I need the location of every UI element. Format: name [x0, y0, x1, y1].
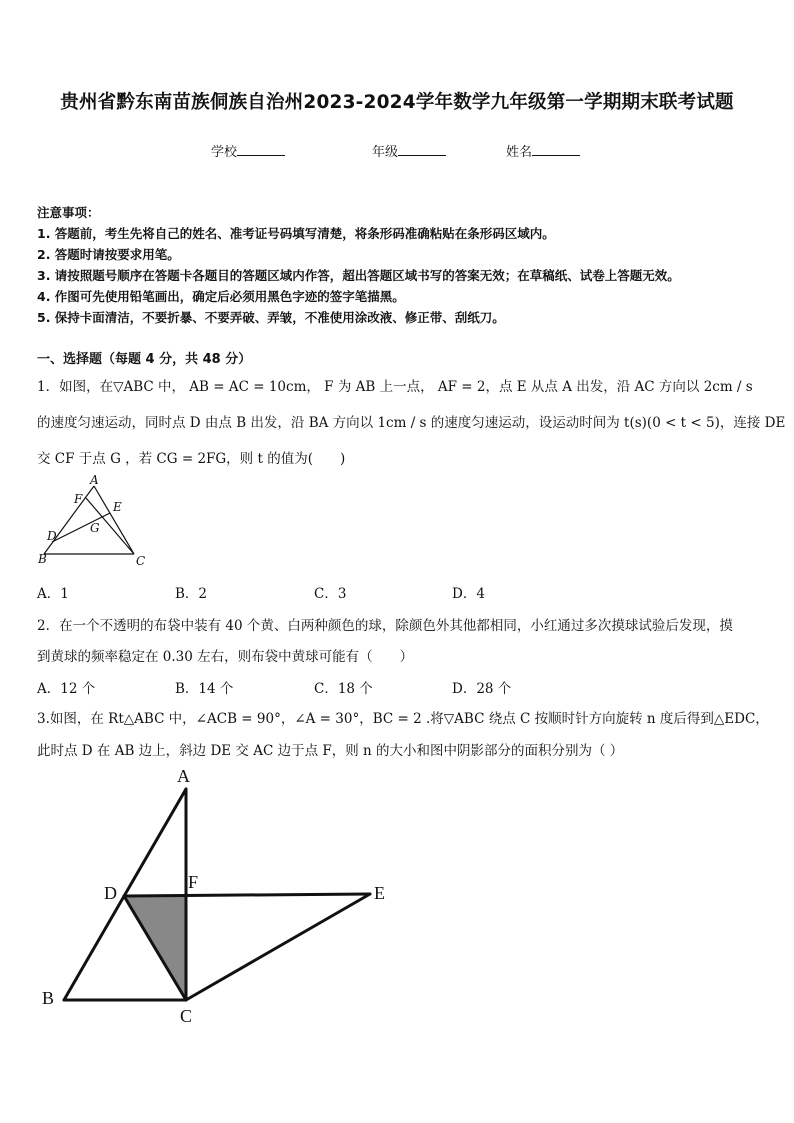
q1-option-a: A．1	[37, 586, 69, 602]
section-heading: 一、选择题（每题 4 分，共 48 分）	[37, 352, 252, 367]
q1-figure	[30, 470, 160, 575]
q1-option-d: D．4	[452, 586, 485, 602]
q2-line-2: 到黄球的频率稳定在 0.30 左右，则布袋中黄球可能有（ ）	[37, 649, 414, 665]
note-item: 5. 保持卡面清洁，不要折暴、不要弄破、弄皱，不准使用涂改液、修正带、刮纸刀。	[37, 310, 505, 325]
name-blank	[532, 143, 580, 156]
q2-option-c: C．18 个	[314, 681, 373, 697]
q1-label-d: D	[47, 529, 57, 543]
q1-line-2: 的速度匀速运动，同时点 D 由点 B 出发，沿 BA 方向以 1cm / s 的速度匀速运动，设运动时间为 t(s)(0 < t < 5)，连接 DE	[37, 415, 786, 431]
q1-label-b: B	[38, 552, 47, 566]
page-title: 贵州省黔东南苗族侗族自治州2023-2024学年数学九年级第一学期期末联考试题	[60, 92, 734, 113]
notes-heading: 注意事项：	[37, 205, 100, 220]
school-blank	[237, 143, 285, 156]
q2-option-d: D．28 个	[452, 681, 512, 697]
q1-option-c: C．3	[314, 586, 347, 602]
q1-label-a: A	[90, 473, 99, 487]
note-item: 4. 作图可先使用铅笔画出，确定后必须用黑色字迹的签字笔描黑。	[37, 289, 405, 304]
q1-line-3: 交 CF 于点 G ，若 CG = 2FG，则 t 的值为( )	[37, 451, 346, 467]
q1-side-ac	[94, 486, 134, 554]
note-item: 1. 答题前，考生先将自己的姓名、准考证号码填写清楚，将条形码准确粘贴在条形码区域内。	[37, 226, 555, 241]
q1-option-b: B．2	[175, 586, 208, 602]
q3-side-de	[124, 894, 370, 896]
q2-option-a: A．12 个	[37, 681, 96, 697]
q3-label-d: D	[104, 883, 117, 903]
q3-label-f: F	[188, 872, 199, 892]
q1-label-c: C	[136, 554, 146, 568]
q1-label-f: F	[74, 492, 83, 506]
name-field	[506, 141, 580, 160]
q2-line-1: 2．在一个不透明的布袋中装有 40 个黄、白两种颜色的球，除颜色外其他都相同，小红通过多次摸球试验后发现，摸	[37, 618, 733, 634]
grade-field	[372, 141, 446, 160]
q1-label-g: G	[90, 521, 100, 535]
q1-label-e: E	[113, 500, 122, 514]
grade-label: 年级	[372, 145, 399, 160]
q1-side-ab	[44, 486, 94, 554]
q3-line-2: 此时点 D 在 AB 边上，斜边 DE 交 AC 边于点 F，则 n 的大小和图中阴影部分的面积分别为（ ）	[37, 743, 624, 759]
q3-figure	[30, 760, 410, 1060]
q3-side-ec	[186, 894, 370, 1000]
q3-label-b: B	[42, 988, 55, 1008]
q3-line-1: 3.如图，在 Rt△ABC 中，∠ACB = 90°，∠A = 30°，BC = 2 .将▽ABC 绕点 C 按顺时针方向旋转 n 度后得到△EDC，	[37, 711, 769, 727]
q3-label-c: C	[180, 1006, 193, 1026]
note-item: 2. 答题时请按要求用笔。	[37, 247, 180, 262]
q3-label-e: E	[374, 883, 385, 903]
q1-line-1: 1．如图，在▽ABC 中， AB = AC = 10cm， F 为 AB 上一点， AF = 2，点 E 从点 A 出发，沿 AC 方向以 2cm / s	[37, 379, 753, 395]
note-item: 3. 请按照题号顺序在答题卡各题目的答题区域内作答，超出答题区域书写的答案无效；在草稿纸、试卷上答题无效。	[37, 268, 680, 283]
school-label: 学校	[211, 145, 238, 160]
name-label: 姓名	[506, 145, 533, 160]
q1-segment-de	[52, 513, 110, 542]
grade-blank	[398, 143, 446, 156]
school-field	[211, 141, 285, 160]
q2-option-b: B．14 个	[175, 681, 234, 697]
q3-label-a: A	[177, 766, 190, 786]
